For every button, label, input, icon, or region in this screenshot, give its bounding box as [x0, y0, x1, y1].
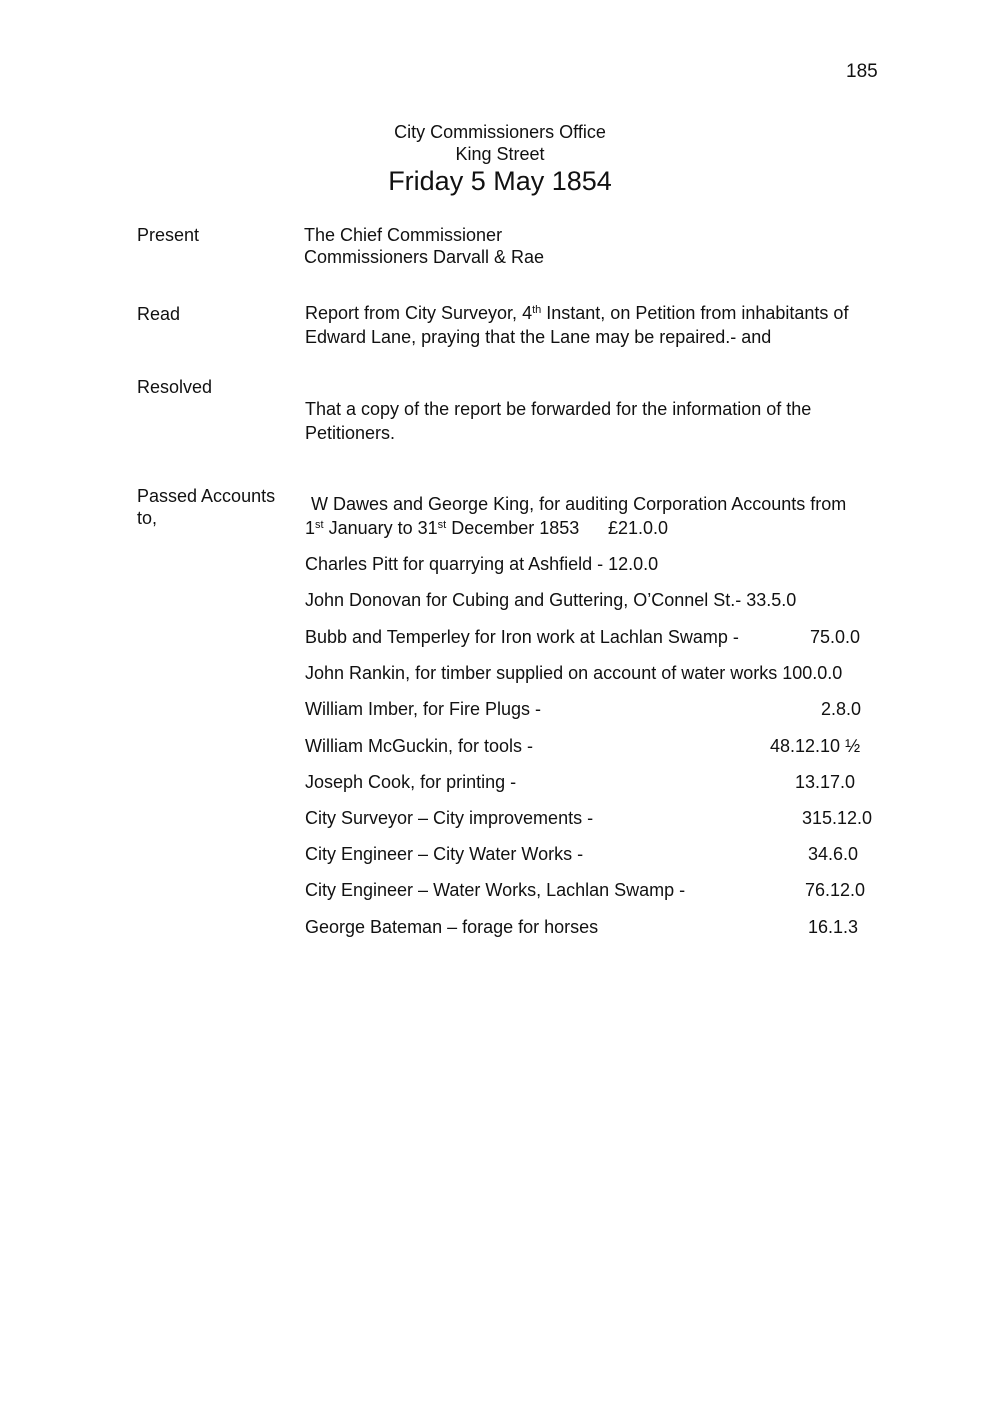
account-item-amount: 75.0.0 [810, 627, 861, 647]
account-item-amount: 13.17.0 [795, 772, 856, 792]
resolved-line-1: That a copy of the report be forwarded for the information of the [305, 399, 812, 419]
account-first-line-1: W Dawes and George King, for auditing Corporation Accounts from [311, 494, 847, 514]
accounts-label-line-1: Passed Accounts [137, 486, 276, 506]
account-item-text: George Bateman – forage for horses [305, 917, 599, 937]
account-item-text: Bubb and Temperley for Iron work at Lachlan Swamp - [305, 627, 739, 647]
office-heading: City Commissioners Office [394, 122, 606, 142]
read-text-a: Report from City Surveyor, 4 [305, 303, 533, 323]
present-line-1: The Chief Commissioner [304, 225, 503, 245]
account-item-text: Charles Pitt for quarrying at Ashfield - 12.0.0 [305, 554, 659, 574]
meeting-date: Friday 5 May 1854 [388, 166, 612, 196]
first-sup-2: st [437, 519, 447, 531]
account-item-text: John Rankin, for timber supplied on account of water works 100.0.0 [305, 663, 843, 683]
account-item-amount: 16.1.3 [808, 917, 859, 937]
resolved-line-2: Petitioners. [305, 423, 396, 443]
first-text-b: January to 31 [323, 518, 438, 538]
account-item-text: Joseph Cook, for printing - [305, 772, 517, 792]
account-item-text: City Engineer – City Water Works - [305, 844, 584, 864]
read-line-1 [305, 301, 848, 325]
street-heading: King Street [455, 144, 545, 164]
account-item-amount: 76.12.0 [805, 880, 866, 900]
accounts-label-line-2: to, [137, 508, 158, 528]
present-label: Present [137, 225, 200, 245]
read-sup: th [532, 304, 542, 316]
read-label: Read [137, 304, 181, 324]
account-first-line-2 [305, 516, 579, 540]
first-sup-1: st [315, 519, 324, 531]
account-item-text: William McGuckin, for tools - [305, 736, 534, 756]
account-item-text: City Engineer – Water Works, Lachlan Swamp - [305, 880, 686, 900]
page-number: 185 [846, 61, 878, 82]
account-item-text: John Donovan for Cubing and Guttering, O’Connel St.- 33.5.0 [305, 590, 797, 610]
account-item-text: City Surveyor – City improvements - [305, 808, 594, 828]
read-text-b: Instant, on Petition from inhabitants of [541, 303, 849, 323]
account-item-text: William Imber, for Fire Plugs - [305, 699, 542, 719]
resolved-label: Resolved [137, 377, 213, 397]
first-text-c: December 1853 [446, 518, 580, 538]
account-first-amount: £21.0.0 [608, 518, 669, 538]
account-item-amount: 48.12.10 ½ [770, 736, 861, 756]
account-item-amount: 315.12.0 [802, 808, 873, 828]
read-line-2: Edward Lane, praying that the Lane may be repaired.- and [305, 327, 772, 347]
first-text-a: 1 [305, 518, 316, 538]
account-item-amount: 2.8.0 [821, 699, 862, 719]
present-line-2: Commissioners Darvall & Rae [304, 247, 545, 267]
account-item-amount: 34.6.0 [808, 844, 859, 864]
